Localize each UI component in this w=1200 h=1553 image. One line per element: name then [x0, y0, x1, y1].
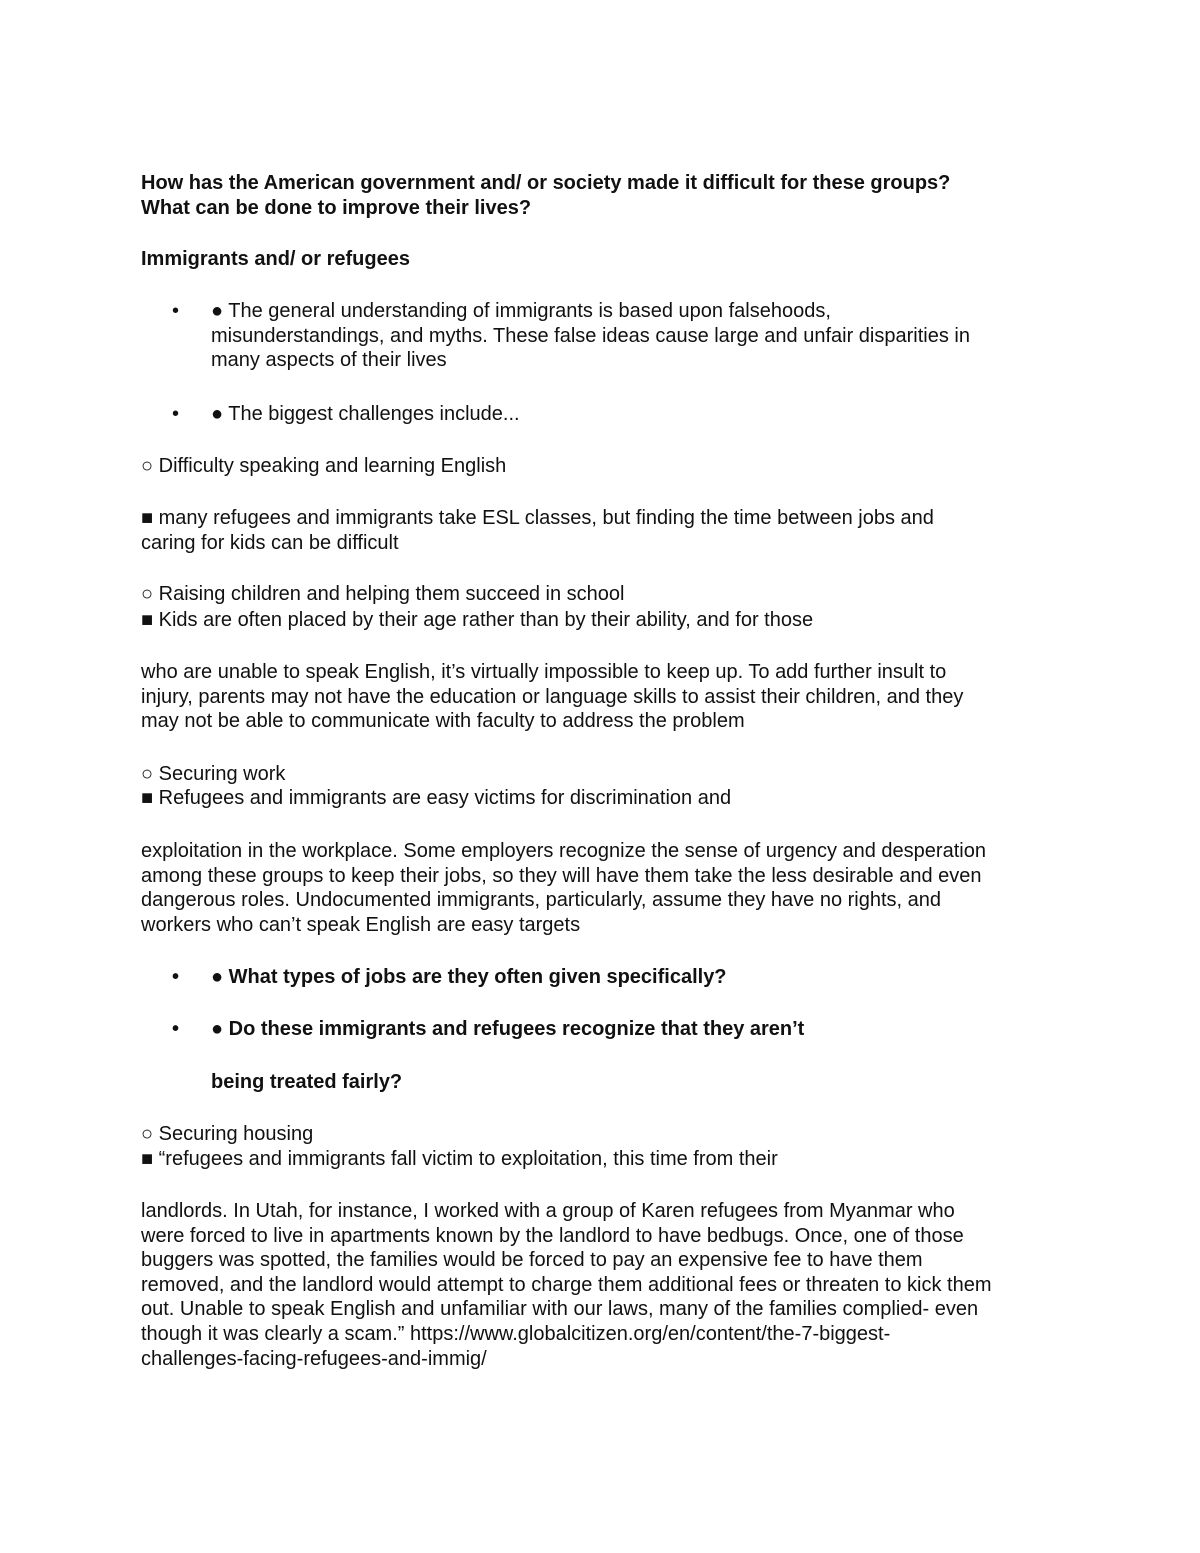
- bullet-marker: •: [172, 966, 180, 988]
- question-continuation: being treated fairly?: [211, 1071, 403, 1093]
- bullet-text: ● The general understanding of immigrants is based upon falsehoods, misunderstandings, and myths. These false ideas cause large and unfair disparities in many aspects of their lives: [211, 300, 970, 372]
- paragraph-housing: landlords. In Utah, for instance, I worked with a group of Karen refugees from Myanmar who were forced to live in apartments known by the landlord to have bedbugs. Once, one of those buggers was spotted, the families would be forced to pay an expensive fee to have them removed, and the landlord would attempt to charge them additional fees or threaten to kick them out. Unable to speak English and unfamiliar with our laws, many of the families complied- even though it was clearly a scam.” https://www.globalcitizen.org/en/content/the-7-biggest- challenges-facing-refugees-and-immig/: [141, 1200, 992, 1370]
- paragraph-school: who are unable to speak English, it’s virtually impossible to keep up. To add further insult to injury, parents may not have the education or language skills to assist their children, and they may not be able to communicate with faculty to address the problem: [141, 661, 964, 733]
- bullet-text: ● What types of jobs are they often given specifically?: [211, 966, 727, 988]
- bullet-marker: •: [172, 1018, 180, 1040]
- bullet-marker: •: [172, 403, 180, 425]
- bullet-marker: •: [172, 300, 180, 322]
- list-item-english: ○ Difficulty speaking and learning English: [141, 455, 507, 477]
- list-item-esl: ■ many refugees and immigrants take ESL classes, but finding the time between jobs and caring for kids can be difficult: [141, 507, 934, 554]
- section-heading: Immigrants and/ or refugees: [141, 248, 410, 270]
- list-item-landlords: ■ “refugees and immigrants fall victim to exploitation, this time from their: [141, 1148, 778, 1170]
- list-item-children: ○ Raising children and helping them succeed in school: [141, 583, 625, 605]
- bullet-text: ● The biggest challenges include...: [211, 403, 520, 425]
- paragraph-work: exploitation in the workplace. Some employers recognize the sense of urgency and desperation among these groups to keep their jobs, so they will have them take the less desirable and even dangerous roles. Undocumented immigrants, particularly, assume they have no rights, and workers who can’t speak English are easy targets: [141, 840, 986, 936]
- list-item-kids: ■ Kids are often placed by their age rather than by their ability, and for those: [141, 609, 814, 631]
- bullet-text: ● Do these immigrants and refugees recognize that they aren’t: [211, 1018, 805, 1040]
- list-item-work: ○ Securing work: [141, 763, 286, 785]
- list-item-discrimination: ■ Refugees and immigrants are easy victims for discrimination and: [141, 787, 732, 809]
- list-item-housing: ○ Securing housing: [141, 1123, 314, 1145]
- question-title-line-2: What can be done to improve their lives?: [141, 197, 532, 219]
- question-title-line-1: How has the American government and/ or society made it difficult for these groups?: [141, 172, 951, 194]
